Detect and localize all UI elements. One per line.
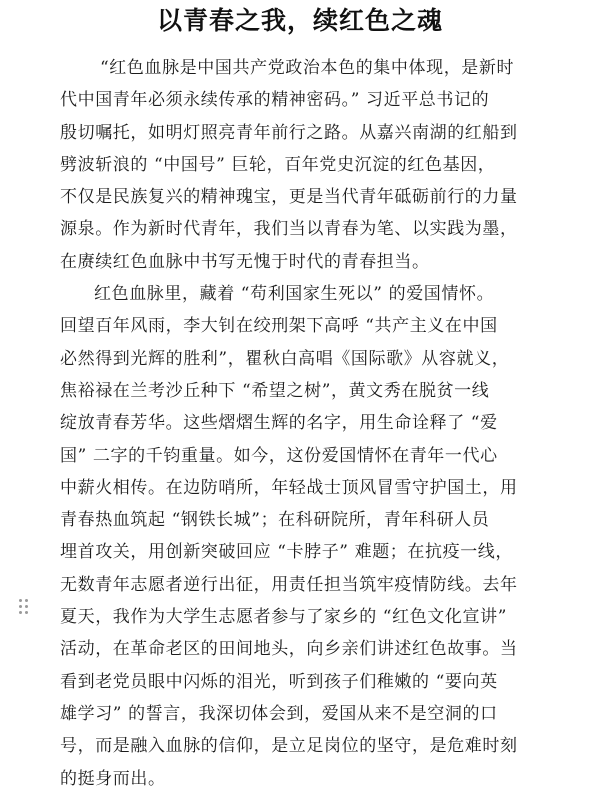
text-line: 无数青年志愿者逆行出征，用责任担当筑牢疫情防线。去年 <box>60 574 518 595</box>
document-body <box>60 52 550 795</box>
text-line: 埋首攻关，用创新突破回应 “卡脖子” 难题；在抗疫一线， <box>60 542 513 563</box>
text-line: 劈波斩浪的 “中国号” 巨轮，百年党史沉淀的红色基因， <box>60 154 496 175</box>
drag-dot <box>19 611 22 614</box>
drag-dot <box>25 605 28 608</box>
text-line: 红色血脉里，藏着 “苟利国家生死以” 的爱国情怀。 <box>94 284 495 305</box>
text-line: “红色血脉是中国共产党政治本色的集中体现，是新时 <box>100 58 515 78</box>
drag-dot <box>25 599 28 602</box>
text-line: 号，而是融入血脉的信仰，是立足岗位的坚守，是危难时刻 <box>60 736 518 757</box>
text-line: 殷切嘱托，如明灯照亮青年前行之路。从嘉兴南湖的红船到 <box>60 122 518 143</box>
text-line: 绽放青春芳华。这些熠熠生辉的名字，用生命诠释了 “爱 <box>60 413 498 434</box>
text-line: 不仅是民族复兴的精神瑰宝，更是当代青年砥砺前行的力量 <box>60 187 518 208</box>
text-line: 源泉。作为新时代青年，我们当以青春为笔、以实践为墨， <box>60 219 518 240</box>
document-title: 以青春之我，续红色之魂 <box>156 6 443 35</box>
text-line: 活动，在革命老区的田间地头，向乡亲们讲述红色故事。当 <box>60 639 518 660</box>
text-line: 代中国青年必须永续传承的精神密码。” 习近平总书记的 <box>60 90 490 111</box>
text-line: 中薪火相传。在边防哨所，年轻战士顶风冒雪守护国土，用 <box>60 477 518 498</box>
text-line: 雄学习” 的誓言，我深切体会到，爱国从来不是空洞的口 <box>60 703 498 724</box>
text-line: 看到老党员眼中闪烁的泪光，听到孩子们稚嫩的 “要向英 <box>60 671 498 692</box>
drag-handle-icon[interactable] <box>19 599 29 617</box>
text-line: 的挺身而出。 <box>60 768 166 789</box>
text-line: 必然得到光辉的胜利”，瞿秋白高唱《国际歌》从容就义， <box>60 348 510 369</box>
text-line: 在赓续红色血脉中书写无愧于时代的青春担当。 <box>60 251 430 272</box>
text-line: 国” 二字的千钧重量。如今，这份爱国情怀在青年一代心 <box>60 445 498 466</box>
drag-dot <box>19 605 22 608</box>
text-line: 回望百年风雨，李大钊在绞刑架下高呼 “共产主义在中国 <box>60 316 498 337</box>
text-line: 青春热血筑起 “钢铁长城”；在科研院所，青年科研人员 <box>60 510 490 531</box>
drag-dot <box>19 599 22 602</box>
drag-dot <box>25 611 28 614</box>
text-line: 夏天，我作为大学生志愿者参与了家乡的 “红色文化宣讲” <box>60 607 507 628</box>
text-line: 焦裕禄在兰考沙丘种下 “希望之树”，黄文秀在脱贫一线 <box>60 380 490 401</box>
